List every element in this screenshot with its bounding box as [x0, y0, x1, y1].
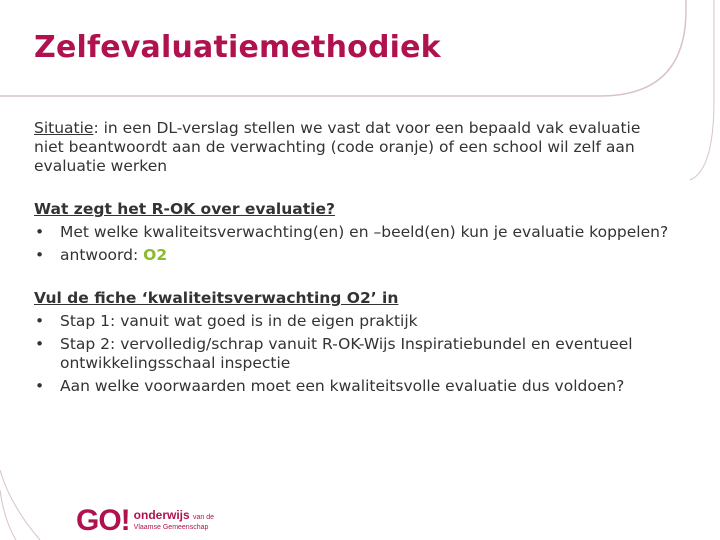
intro-text: : in een DL-verslag stellen we vast dat voor een bepaald vak evaluatie niet beantwoordt aan de verwachting (code oranje) of een school wil zelf aan evaluatie werken: [34, 119, 641, 175]
section-fiche-list: [34, 312, 674, 396]
logo-line1-small: van de: [193, 514, 215, 521]
logo-mark: [76, 506, 130, 536]
section-fiche: [34, 289, 674, 396]
list-item: [34, 246, 674, 265]
slide-content: [34, 119, 674, 396]
list-item: • Aan welke voorwaarden moet een kwaliteitsvolle evaluatie dus voldoen?: [34, 377, 674, 396]
logo-mark-suffix: !: [120, 504, 130, 537]
slide-title: Zelfevaluatiemethodiek: [34, 30, 441, 65]
answer-prefix: antwoord:: [60, 246, 144, 264]
logo-line1: onderwijs: [133, 508, 190, 522]
section-r-ok-list: [34, 223, 674, 265]
logo-wordmark: [134, 510, 214, 533]
section-r-ok-heading: Wat zegt het R-OK over evaluatie?: [34, 200, 335, 218]
logo-line2: Vlaamse Gemeenschap: [133, 524, 209, 531]
intro-label: Situatie: [34, 119, 94, 137]
list-item: • Met welke kwaliteitsverwachting(en) en –beeld(en) kun je evaluatie koppelen?: [34, 223, 674, 242]
list-item: • Stap 2: vervolledig/schrap vanuit R-OK-Wijs Inspiratiebundel en eventueel ontwikkelingsschaal inspectie: [34, 335, 674, 373]
section-r-ok: [34, 200, 674, 265]
go-logo: [76, 500, 214, 536]
list-item: • Stap 1: vanuit wat goed is in de eigen praktijk: [34, 312, 674, 331]
intro-paragraph: [34, 119, 674, 176]
logo-mark-text: GO: [76, 504, 121, 537]
answer-highlight: O2: [143, 246, 168, 264]
section-fiche-heading: Vul de fiche ‘kwaliteitsverwachting O2’ in: [34, 289, 399, 307]
